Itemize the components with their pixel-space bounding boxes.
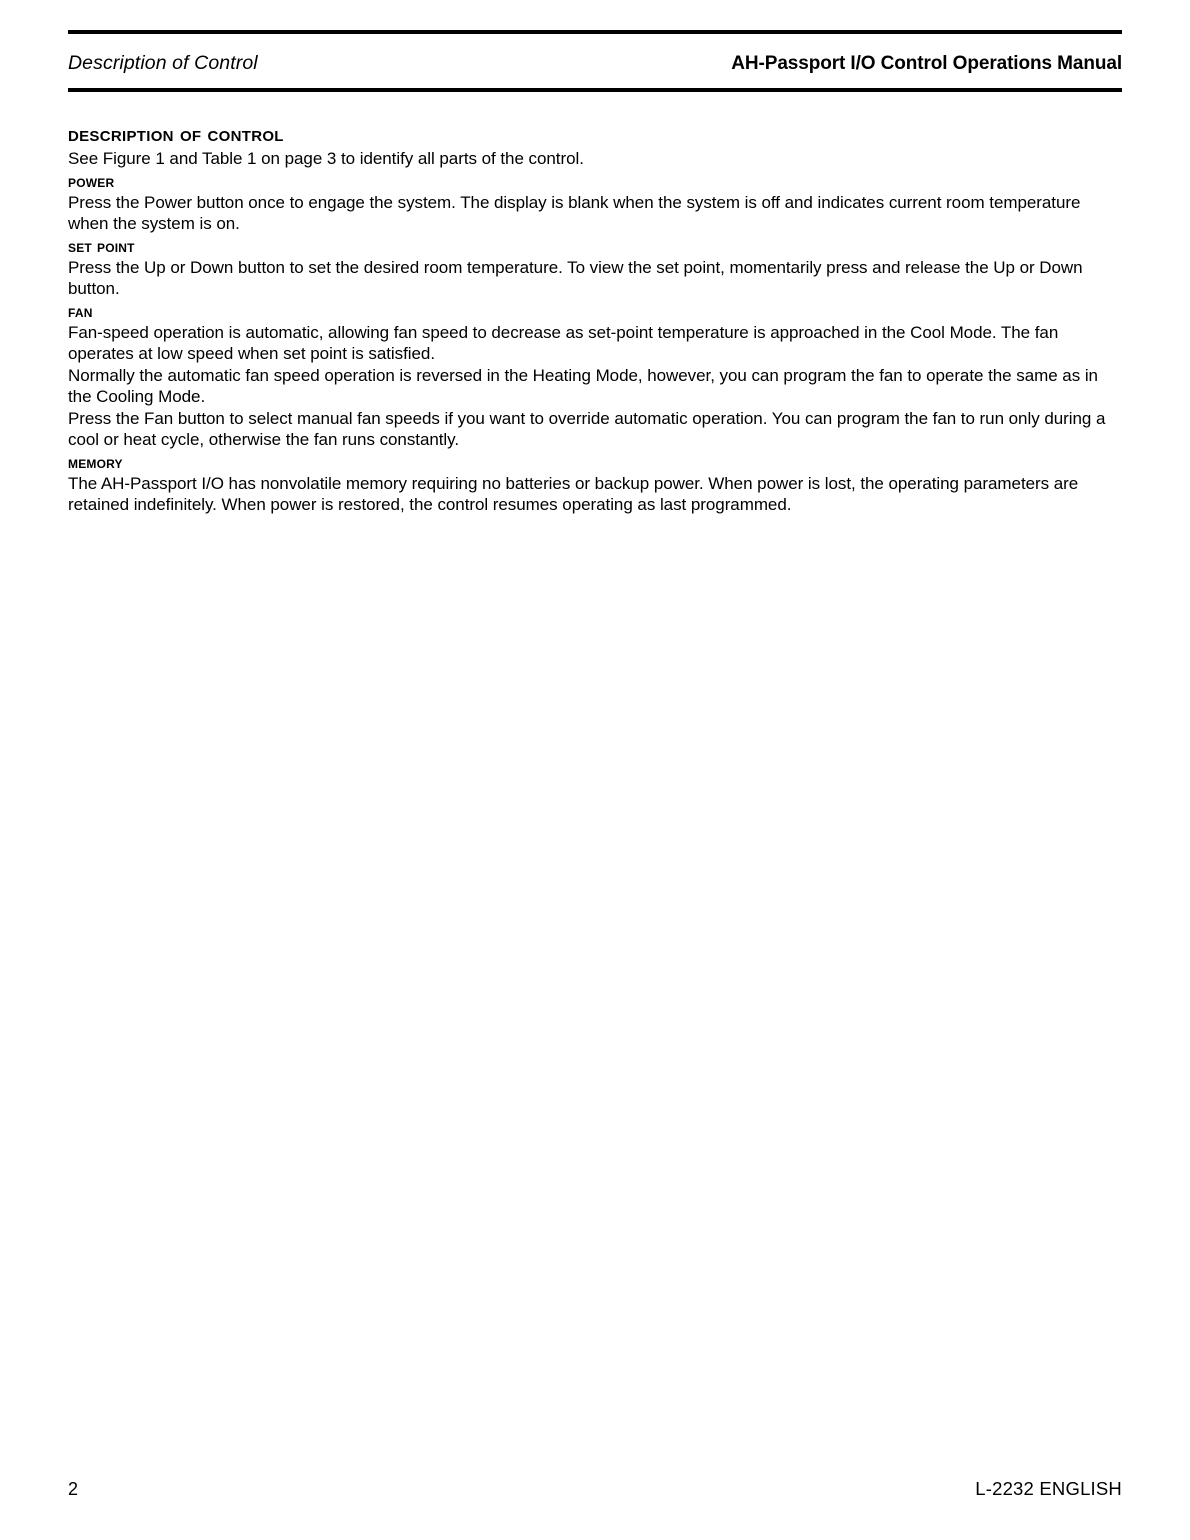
- section-paragraph-fan-3: Press the Fan button to select manual fan speeds if you want to override automatic operation. You can program the fan to run only during a cool or heat cycle, otherwise the fan runs constantly.: [68, 408, 1106, 449]
- section-heading-fan: fan: [68, 300, 93, 321]
- section-paragraph-fan-1: Fan-speed operation is automatic, allowing fan speed to decrease as set-point temperature is approached in the Cool Mode. The fan operates at low speed when set point is satisfied.: [68, 322, 1059, 363]
- intro-paragraph: See Figure 1 and Table 1 on page 3 to identify all parts of the control.: [68, 149, 584, 168]
- page-content: [68, 122, 1122, 516]
- page-footer: [68, 1478, 1122, 1500]
- section-heading-power: power: [68, 170, 115, 191]
- section-paragraph-set-point-1: Press the Up or Down button to set the desired room temperature. To view the set point, momentarily press and release the Up or Down button.: [68, 257, 1083, 298]
- section-paragraph-memory-1: The AH-Passport I/O has nonvolatile memory requiring no batteries or backup power. When power is lost, the operating parameters are retained indefinitely. When power is restored, the control resumes operating as last programmed.: [68, 473, 1079, 514]
- section-heading-set-point: set point: [68, 235, 135, 256]
- page-title: description of control: [68, 123, 284, 146]
- header-section-title: Description of Control: [68, 52, 258, 74]
- header-row: [68, 34, 1122, 84]
- section-heading-memory: memory: [68, 451, 123, 472]
- header-rule-bottom: [68, 88, 1122, 92]
- footer-page-number: 2: [68, 1479, 79, 1499]
- section-paragraph-power-1: Press the Power button once to engage the system. The display is blank when the system is off and indicates current room temperature when the system is on.: [68, 192, 1081, 233]
- page-header: [68, 30, 1122, 92]
- header-manual-title: AH-Passport I/O Control Operations Manual: [731, 53, 1122, 74]
- section-paragraph-fan-2: Normally the automatic fan speed operation is reversed in the Heating Mode, however, you can program the fan to operate the same as in the Cooling Mode.: [68, 365, 1098, 406]
- footer-doc-code: L-2232 ENGLISH: [975, 1478, 1122, 1499]
